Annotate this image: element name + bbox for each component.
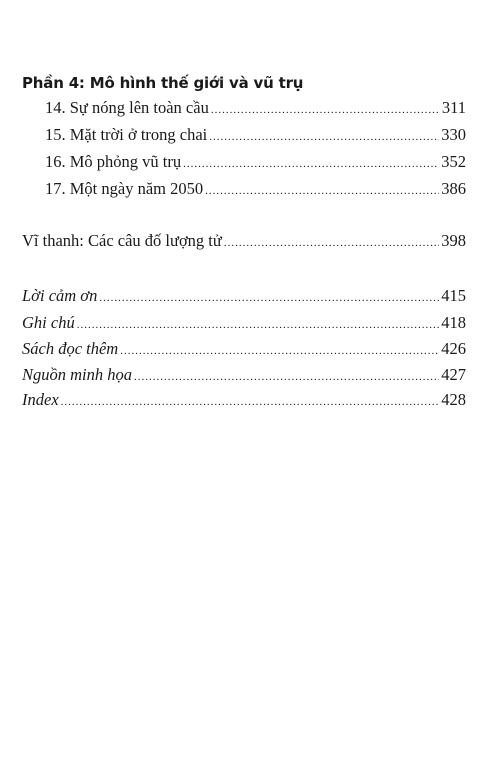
toc-entry-title: 17. Một ngày năm 2050 [45,179,204,198]
toc-entry-chapter-14[interactable] [45,98,466,120]
toc-entry-epilogue[interactable] [22,231,466,253]
dot-leader [99,288,439,308]
toc-entry-title: 14. Sự nóng lên toàn cầu [45,98,209,117]
dot-leader [120,341,439,361]
toc-entry-index[interactable] [22,390,466,412]
dot-leader [209,127,439,147]
toc-page-number: 426 [441,339,466,358]
toc-entry-chapter-15[interactable] [45,125,466,147]
toc-entry-title: Lời cảm ơn [22,286,98,305]
toc-entry-title: 15. Mặt trời ở trong chai [45,125,208,144]
toc-entry-chapter-16[interactable] [45,152,466,174]
dot-leader [134,367,439,387]
toc-entry-title: Sách đọc thêm [22,339,119,358]
toc-page-number: 386 [441,179,466,198]
dot-leader [61,392,440,412]
toc-page-number: 311 [441,98,466,117]
dot-leader [224,233,439,253]
toc-page-number: 415 [441,286,466,305]
toc-entry-title: Index [22,390,59,409]
toc-entry-illustration-credits[interactable] [22,365,466,387]
dot-leader [77,315,440,335]
toc-entry-title: Vĩ thanh: Các câu đố lượng tử [22,231,222,250]
toc-entry-notes[interactable] [22,313,466,335]
part-heading: Phần 4: Mô hình thế giới và vũ trụ [22,74,304,92]
toc-page-number: 352 [441,152,466,171]
toc-entry-title: Nguồn minh họa [22,365,133,384]
toc-page-number: 428 [441,390,466,409]
dot-leader [183,154,439,174]
toc-entry-title: 16. Mô phỏng vũ trụ [45,152,182,171]
toc-entry-title: Ghi chú [22,313,75,332]
toc-page-number: 330 [441,125,466,144]
toc-entry-acknowledgements[interactable] [22,286,466,308]
toc-page-number: 398 [441,231,466,250]
dot-leader [211,100,440,120]
toc-page-number: 418 [441,313,466,332]
dot-leader [205,181,439,201]
toc-page-number: 427 [441,365,466,384]
toc-entry-chapter-17[interactable] [45,179,466,201]
toc-entry-further-reading[interactable] [22,339,466,361]
